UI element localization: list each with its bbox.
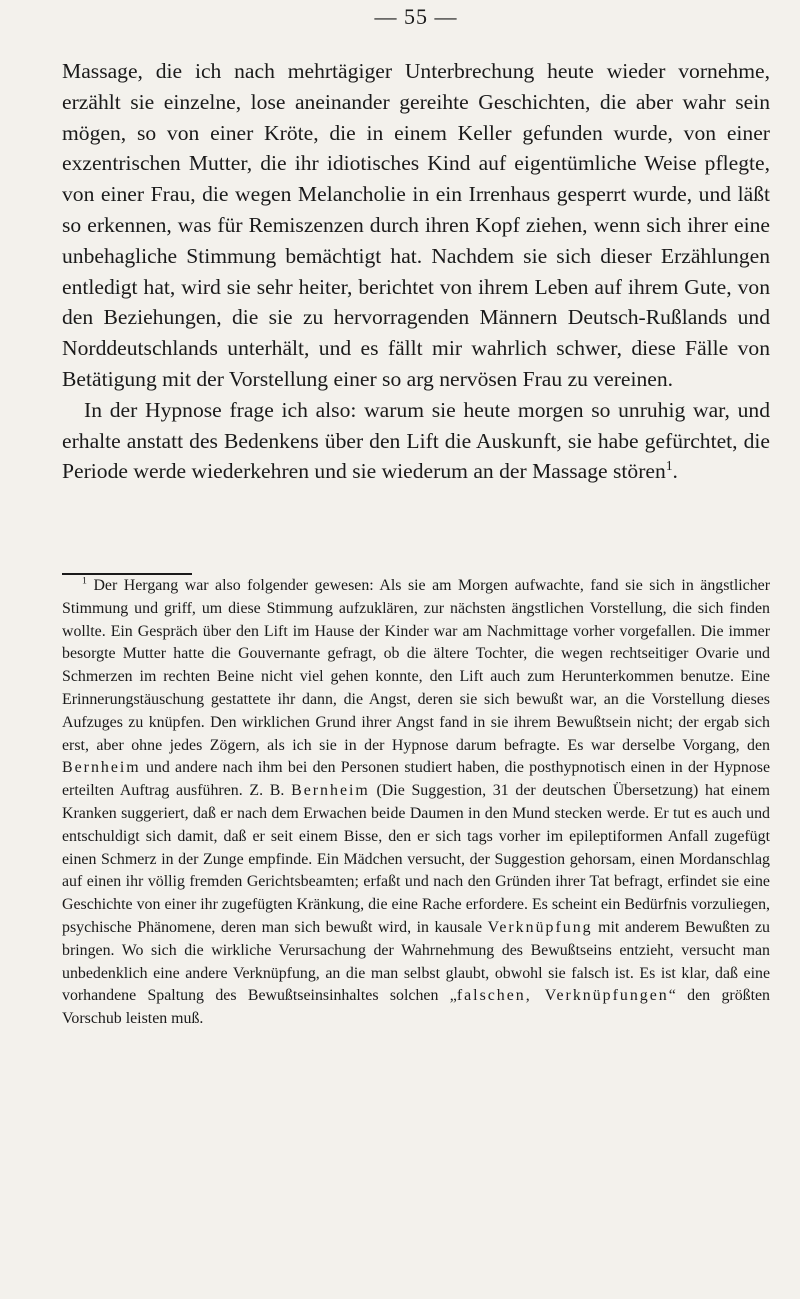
paragraph-2-end: . [672,459,678,484]
footnote-text-4: mit anderem Bewußten zu bringen. Wo sich die wirkliche Verursachung der Wahrnehmung des Bewußtseins entzieht, versucht man unbedenklich eine andere Verknüpfung, an die man selbst glaubt, obwohl sie falsch ist. Es ist klar, daß eine vorhandene Spaltung des Bewußtseinsinhaltes solchen „ [62,918,770,1005]
footnote-text-5: “ den größten Vorschub leisten muß. [62,987,771,1028]
paragraph-1: Massage, die ich nach mehrtägiger Unterbrechung heute wieder vornehme, erzählt sie einzelne, lose aneinander gereihte Geschichten, die aber wahr sein mögen, so von einer Kröte, die in einem Keller gefunden wurde, von einer exzentrischen Mutter, die ihr idiotisches Kind auf eigentümliche Weise pflegte, von einer Frau, die wegen Melancholie in ein Irrenhaus gesperrt wurde, und läßt so erkennen, was für Remiszenzen durch ihren Kopf ziehen, wenn sich ihrer eine unbehagliche Stimmung bemächtigt hat. Nachdem sie sich dieser Erzählungen entledigt hat, wird sie sehr heiter, berichtet von ihrem Leben auf ihrem Gute, von den Beziehungen, die sie zu hervorragenden Männern Deutsch-Rußlands und Norddeutschlands unterhält, und es fällt mir wahrlich schwer, diese Fälle von Betätigung mit der Vorstellung einer so arg nervösen Frau zu vereinen. [62,59,770,391]
main-text [62,56,770,487]
emphasis-verknuepfung: Verknüpfung [487,918,593,936]
footnotes [62,575,770,1031]
page-number: — 55 — [374,4,458,29]
footnote-text-1: Der Hergang war also folgender gewesen: Als sie am Morgen aufwachte, fand sie sich in ängstlicher Stimmung und griff, um diese Stimmung aufzuklären, zur nächsten ängstlichen Vorstellung, die sich finden wollte. Ein Gespräch über den Lift im Hause der Kinder war am Nachmittage vorher vorgefallen. Die immer besorgte Mutter hatte die Gouvernante gefragt, ob die ältere Tochter, die wegen rechtseitiger Ovarie und Schmerzen im rechten Beine nicht viel gehen konnte, den Lift auch zum Herunterkommen benutze. Eine Erinnerungstäuschung gestattete ihr dann, die Angst, deren sie sich bewußt war, an die Vorstellung dieses Aufzuges zu knüpfen. Den wirklichen Grund ihrer Angst fand in sie ihrem Bewußtsein nicht; der ergab sich erst, aber ohne jedes Zögern, als ich sie in der Hypnose darum befragte. Es war derselbe Vorgang, den [62,577,770,754]
author-name-bernheim: Bernheim [62,759,141,777]
paragraph-2-text: In der Hypnose frage ich also: warum sie heute morgen so unruhig war, und erhalte anstatt des Bedenkens über den Lift die Auskunft, sie habe gefürchtet, die Periode werde wiederkehren und sie wiederum an der Massage stören [62,397,770,484]
emphasis-falschen-verknuepfungen: falschen, Verknüpfungen [456,987,669,1005]
paragraph-2 [62,395,770,487]
footnote-text-3: (Die Suggestion, 31 der deutschen Übersetzung) hat einem Kranken suggeriert, daß er nach dem Erwachen beide Daumen in den Mund stecken werde. Er tut es auch und entschuldigt sich damit, daß er seit einem Bisse, den er sich tags vorher im epileptiformen Anfall zugefügt einen Schmerz in der Zunge empfinde. Ein Mädchen versucht, der Suggestion gehorsam, einen Mordanschlag auf einen ihr völlig fremden Gerichtsbeamten; erfaßt und nach den Gründen ihrer Tat befragt, erfindet sie eine Geschichte von einer ihr zugefügten Kränkung, die eine Rache erfordere. Es scheint ein Bedürfnis vorzuliegen, psychische Phänomene, deren man sich bewußt wird, in kausale [62,782,770,936]
footnote-1 [62,575,770,1031]
footnote-reference[interactable]: 1 [665,458,673,474]
footnote-mark: 1 [82,575,87,587]
author-name-bernheim-2: Bernheim [291,782,370,800]
footnote-text-2: und andere nach ihm bei den Personen studiert haben, die posthypnotisch einen in der Hypnose erteilten Auftrag ausführen. Z. B. [62,759,770,800]
